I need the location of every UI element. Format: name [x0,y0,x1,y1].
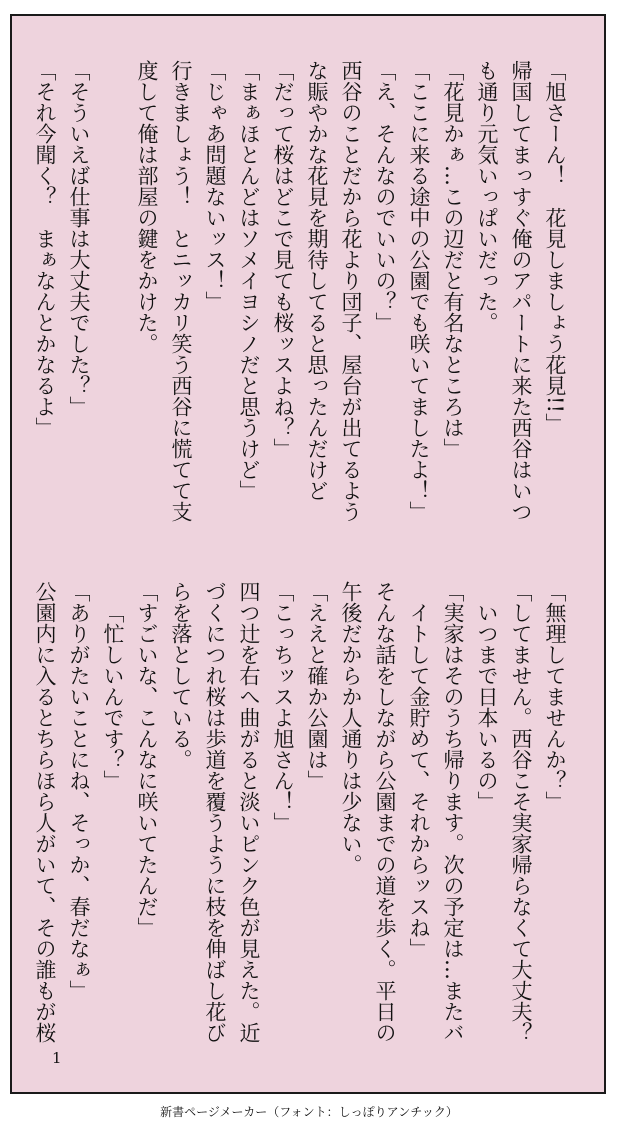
text-line: 「実家はそのうち帰ります。次の予定は…またバ [441,581,465,1043]
text-line: 「してません。西谷こそ実家帰らなくて大丈夫？ [509,581,533,1043]
text-line: 「すごいな、こんなに咲いてたんだ」 [135,581,159,938]
text-line: 午後だからか人通りは少ない。 [339,581,363,875]
text-line: 「まぁほとんどはソメイヨシノだと思うけど」 [237,60,261,501]
text-line: 「じゃあ問題ないッス！」 [203,60,227,312]
text-line: そんな話をしながら公園までの道を歩く。平日の [373,581,397,1043]
text-line: 「ありがたいことにね、そっか、春だなぁ」 [67,581,91,1001]
text-line: いつまで日本いるの」 [475,602,499,812]
text-line: な賑やかな花見を期待してると思ったんだけど [305,60,329,501]
text-line: も通り元気いっぱいだった。 [475,60,499,333]
text-line: 度して俺は部屋の鍵をかけた。 [135,60,159,354]
footer-caption: 新書ページメーカー（フォント：しっぽりアンチック） [160,1105,458,1119]
book-page [10,14,606,1094]
text-line: 公園内に入るとちらほら人がいて、その誰もが桜 [33,581,57,1043]
text-line: らを落としている。 [169,581,193,770]
text-block-top [33,60,572,580]
text-line: 「え、そんなのでいいの？」 [373,60,397,333]
text-line: 「忙しいんです？」 [101,602,125,791]
text-line: 「ここに来る途中の公園でも咲いてましたよ！」 [407,60,431,522]
text-line: 「だって桜はどこで見ても桜ッスよね？」 [271,60,295,459]
text-line: 「旭さーん！ 花見しましょう花見!!」 [543,60,567,434]
text-line: 四つ辻を右へ曲がると淡いピンク色が見えた。近 [237,581,261,1043]
page-number: 1 [52,1049,62,1067]
text-line: 「花見かぁ…この辺だと有名なところは」 [441,60,465,459]
text-line: 帰国してまっすぐ俺のアパートに来た西谷はいつ [509,60,533,522]
text-line: 行きましょう！ とニッカリ笑う西谷に慌てて支 [169,60,193,522]
text-block-bottom [33,581,572,1043]
text-line: 「それ今聞く？ まぁなんとかなるよ」 [33,60,57,438]
text-line: 「そういえば仕事は大丈夫でした？」 [67,60,91,417]
text-line: 「ええと確か公園は」 [305,581,329,791]
text-line: 「こっちッスよ旭さん！」 [271,581,295,833]
text-line: 西谷のことだから花より団子、屋台が出てるよう [339,60,363,522]
text-line: 「無理してませんか？」 [543,581,567,812]
text-line [96,60,130,580]
text-line: づくにつれ桜は歩道を覆うように枝を伸ばし花び [203,581,227,1043]
text-line: イトして金貯めて、それからッスね」 [407,602,431,959]
